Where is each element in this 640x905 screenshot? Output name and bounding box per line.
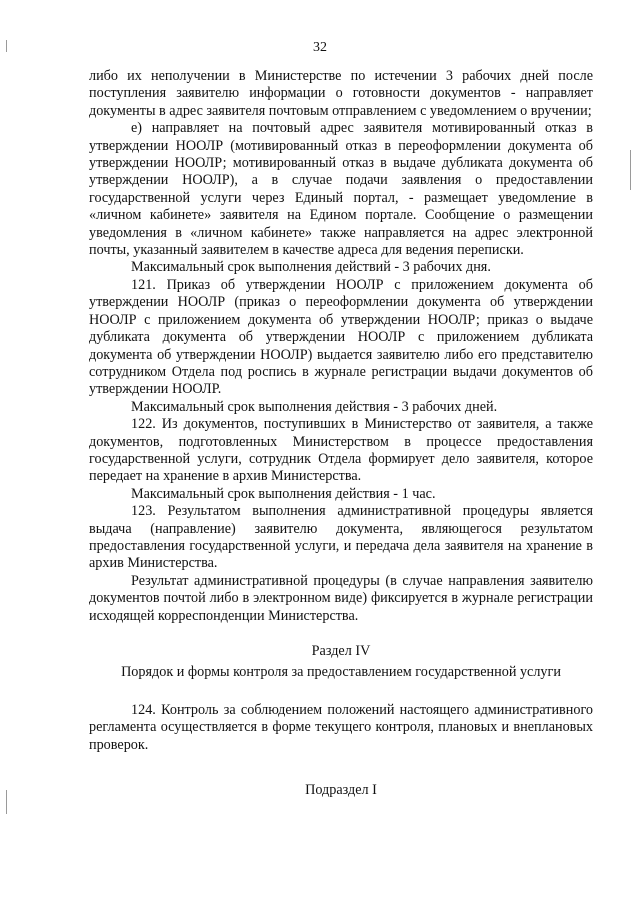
paragraph-max-term-2: Максимальный срок выполнения действия - 3 рабочих дней. — [131, 398, 498, 415]
document-body — [89, 68, 593, 799]
page-number: 32 — [313, 40, 327, 55]
left-margin-mark-lower — [6, 790, 7, 814]
paragraph-max-term-3: Максимальный срок выполнения действия - 1 час. — [131, 485, 436, 502]
right-margin-mark — [630, 150, 631, 190]
paragraph-max-term-1: Максимальный срок выполнения действий - 3 рабочих дня. — [131, 259, 491, 276]
paragraph-124: 124. Контроль за соблюдением положений настоящего административного регламента осуществляется в форме текущего контроля, плановых и внеплановых проверок. — [89, 701, 593, 753]
paragraph-item-e: е) направляет на почтовый адрес заявителя мотивированный отказ в утверждении НООЛР (мотивированный отказ в переоформлении документа об утверждении НООЛР; мотивированный отказ в выдаче дубликата документа об утверждении НООЛР), а в случае подачи заявления о предоставлении государственной услуги через Единый портал, - размещает уведомление в «личном кабинете» заявителя на Едином портале. Сообщение о размещении уведомления в «личном кабинете» также направляется на адрес электронной почты, указанный заявителем в качестве адреса для ведения переписки. — [89, 120, 593, 259]
paragraph-122: 122. Из документов, поступивших в Министерство от заявителя, а также документов, подготовленных Министерством в процессе предоставления государственной услуги, сотрудник Отдела формирует дело заявителя, которое передает на хранение в архив Министерства. — [89, 416, 593, 485]
paragraph-result: Результат административной процедуры (в случае направления заявителю документов почтой либо в электронном виде) фиксируется в журнале регистрации исходящей корреспонденции Министерства. — [89, 572, 593, 624]
paragraph-123: 123. Результатом выполнения административной процедуры является выдача (направление) заявителю документа, являющегося результатом предоставления государственной услуги, и передача дела заявителя на хранение в архив Министерства. — [89, 503, 593, 572]
paragraph-continuation: либо их неполучении в Министерстве по истечении 3 рабочих дней после поступления заявителю информации о готовности документов - направляет документы в адрес заявителя почтовым отправлением с уведомлением о вручении; — [89, 68, 593, 119]
subsection-title: Подраздел I — [305, 782, 377, 799]
section-title: Раздел IV — [311, 643, 371, 659]
section-subtitle: Порядок и формы контроля за предоставлением государственной услуги — [121, 664, 561, 681]
paragraph-121: 121. Приказ об утверждении НООЛР с приложением документа об утверждении НООЛР (приказ о переоформлении документа об утверждении НООЛР с приложением документа об утверждении НООЛР; приказ о выдаче дубликата документа об утверждении НООЛР с приложением дубликата документа об утверждении НООЛР) выдается заявителю либо его представителю сотрудником Отдела под роспись в журнале регистрации выдачи документов об утверждении НООЛР. — [89, 276, 593, 398]
